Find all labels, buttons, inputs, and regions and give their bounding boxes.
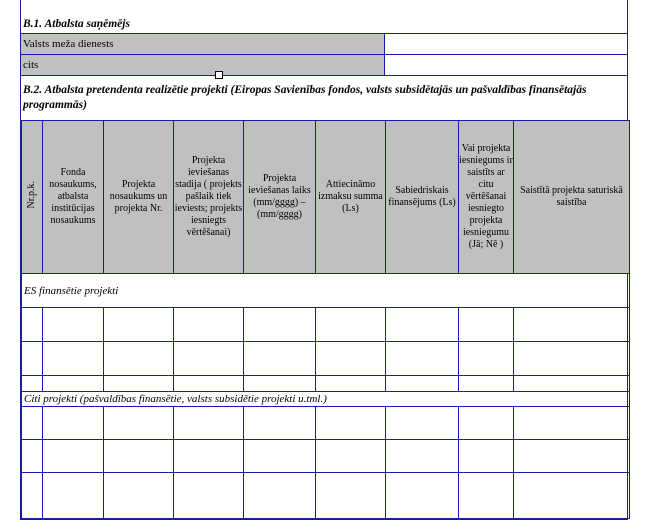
group-row-es [22,274,630,308]
group-label-other: Citi projekti (pašvaldības finansētie, valsts subsidētie projekti u.tml.) [24,393,327,405]
resize-handle[interactable] [215,71,223,79]
col-header-public-funding: Sabiedriskais finansējums (Ls) [386,121,459,274]
table-row[interactable] [22,407,630,440]
section-b1-title: B.1. Atbalsta saņēmējs [23,18,130,30]
table-row[interactable] [22,440,630,473]
col-header-nr: Nr.p.k. [22,121,43,274]
col-header-link-content: Saistītā projekta saturiskā saistība [514,121,630,274]
col-header-stage: Projekta ieviešanas stadija ( projekts pašlaik tiek ieviests; projekts iesniegts vērtēšanai) [174,121,244,274]
b1-option-cits[interactable] [21,55,385,75]
b1-option-label: Valsts meža dienests [23,38,114,50]
group-row-other [22,392,630,407]
table-row[interactable] [22,308,630,342]
group-label-es: ES finansētie projekti [24,285,119,297]
col-header-eligible-costs: Attiecināmo izmaksu summa (Ls) [316,121,386,274]
col-header-linked: Vai projekta iesniegums ir saistīts ar citu vērtēšanai iesniegto projekta iesniegumu (Jā; Nē ) [459,121,514,274]
section-b2-title: B.2. Atbalsta pretendenta realizētie projekti (Eiropas Savienības fondos, valsts subsidētajās un pašvaldības finansētajās programmās) [23,84,587,111]
table-header-row [22,121,630,274]
b1-option-valsts[interactable] [21,34,385,54]
b1-option-label: cits [23,59,39,71]
col-header-project-name: Projekta nosaukums un projekta Nr. [104,121,174,274]
table-row[interactable] [22,342,630,376]
col-header-period: Projekta ieviešanas laiks (mm/gggg) – (mm/gggg) [244,121,316,274]
form-sheet [20,0,628,520]
table-row[interactable] [22,376,630,392]
projects-table [21,120,630,519]
col-header-fund: Fonda nosaukums, atbalsta institūcijas nosaukums [43,121,104,274]
table-row[interactable] [22,473,630,519]
divider [21,75,627,76]
